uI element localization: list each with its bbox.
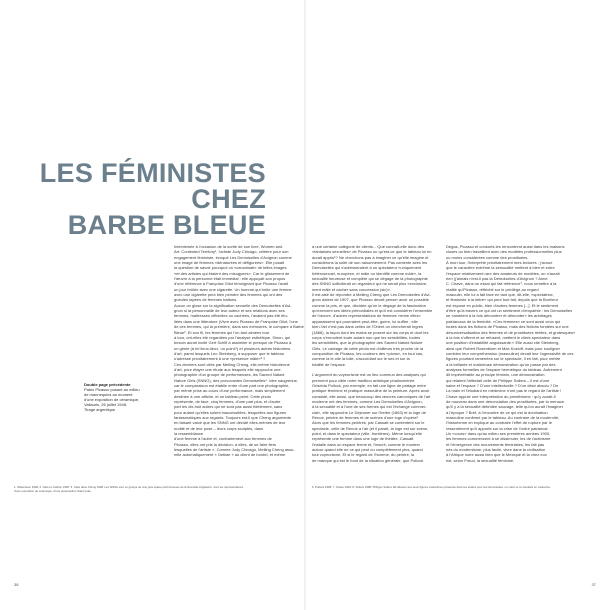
text-line: les sensibilités, que la photographie des Sacred Naked Nature xyxy=(312,340,423,346)
text-line: comme la pris, et que, décidée qu'on le dégage de la fascination xyxy=(312,302,426,308)
text-line: Aucun on glose sur la signification sexuelle des Demoiselles d'Avi- xyxy=(174,302,292,308)
text-line: Griselda Pollock, par exemple, en fait une ligne de partage entre xyxy=(312,382,427,388)
text-line: est, selon Freud, la sexualité féminine. xyxy=(446,457,515,463)
text-line: d'art, parmi lesquels Leo Steinberg, à supposer que le tableau xyxy=(174,350,284,356)
footnote-line: d'une exposition de céramique, d'une présentation fixant toute. xyxy=(14,488,92,493)
text-line: pour autant qu'elles soient inaccessibles, lesquelles aux figures xyxy=(174,409,287,415)
text-line: pratique féminine et pratique masculine de la peinture. Après avoir xyxy=(312,388,430,394)
text-line: la ressemblance xyxy=(174,431,204,437)
text-line: ment mâle et cacher sans concession (sic)». xyxy=(312,286,391,292)
text-line: l'œuvre à la personne était immédiat : elle appuyait son propos xyxy=(174,276,286,282)
text-line: mile automatiquement « l'artiste » au client de bordel, et même xyxy=(174,452,286,458)
text-line: une position d'instabilité angoissante.» Elle aussi cite Steinberg, xyxy=(446,340,560,346)
text-line: (1868), la façon dont les mains se posent sur les corps et dont les xyxy=(312,329,429,335)
text-line: totalité de l'espace. xyxy=(312,361,347,367)
text-line: nés du modernisme, plus facile, vivre dans la civilisation xyxy=(446,447,546,453)
title-line: LES FÉMINISTES xyxy=(39,158,266,188)
text-line: combien leur compréhension (masculine) devait leur l'agressivité de ces xyxy=(446,350,574,356)
text-line: par même prise au cours d'une performance, mais simplement xyxy=(174,388,285,394)
text-line: qu'exercent ses idées primordiales et qu'il est considérer l'ensemble xyxy=(312,308,433,314)
text-line: ou moins considérées comme des prostituées. xyxy=(446,254,529,260)
text-line: l'historienne en explique au contraire l'effet de rupture par le xyxy=(446,420,552,426)
text-line: bien l'art n'est pas dans celles de l'Orient on chercherait Ingres xyxy=(312,324,424,330)
text-line: Interviewée à l'occasion de la sortie de son livre, Women and xyxy=(174,244,283,249)
text-line: les femmes commencent à se dissimuler, les de l'activisme xyxy=(446,436,551,442)
text-line: gueules tapées de femmes battues. xyxy=(174,297,238,303)
text-line: hétérosexuel, européen, et mâle ou identifié comme mâle», la xyxy=(312,270,422,276)
image-caption xyxy=(84,382,174,412)
text-line: qui relaient l'affectait celle de Philippe Sollers – il est d'une xyxy=(446,377,550,383)
text-line: Ces derniers sont cités par Meiling Cheng, elle-même historienne xyxy=(174,361,290,367)
text-line: car le comparaison est établie entre d'une part une photographie, xyxy=(174,382,290,388)
caption-line: d'une exposition de céramique, xyxy=(84,397,140,402)
text-line: et féministe à la lettre» qui peut tout fait, depuis que la Bonheur xyxy=(446,297,559,303)
text-line: figures pourtant ramenées sur le spectacle, il en fait, pour mettre xyxy=(446,356,561,362)
text-line: engagement féministe, évoqué Les Demoiselles d'Avignon comme xyxy=(174,254,292,260)
text-line: cial», elle rapproche Le Déjeuner sur l'herbe (1863) et la loge de xyxy=(312,409,426,415)
text-line: closes ou bien travaillent avec des modèles professionnelles plus xyxy=(446,249,562,255)
text-line: moderne ont des femmes, comme Les Demoiselles d'Avignon, xyxy=(312,398,423,404)
text-line: l'espace relativement rare des amateurs de modèles, on n'aurait xyxy=(446,270,560,276)
text-line: considérons la suite de son raisonnement. Pas contente avec les xyxy=(312,260,428,266)
text-line: s'adresse prioritairement à une «présence mâle»³ ? xyxy=(174,356,266,362)
text-line: à tour, ont-elles été regardées par l'analyse esthétique. Sinon, qui xyxy=(174,334,291,340)
text-line: «et des artistes qui étaient des misogynes». Car le glissement de xyxy=(174,270,290,276)
text-line: L'argument du voyeurisme est un lieu commun des analyses qui xyxy=(312,372,426,378)
text-line: d'une femme à l'autre et, contrairement aux femmes de xyxy=(174,436,272,442)
text-line: la question de savoir pourquoi on «canonisait» de telles images xyxy=(174,265,287,271)
text-line: Degas, Picasso et consorts les rencontrent aussi dans les maisons xyxy=(446,244,565,249)
text-line: lesquelles de l'artiste ». Comme Judy Chicago, Meiling Cheng asso- xyxy=(174,447,295,453)
text-line: de nouveau dans une dénonciation des prostituées, par la menace xyxy=(446,398,565,404)
text-line: dit impénétrable au principe féminin, une démonstration xyxy=(446,372,545,378)
text-line: sexualité heureuse et complète qui se dégage de la photographie xyxy=(312,276,428,282)
text-line: de manque qui est le fond de la situation générale, que Pollock xyxy=(312,457,424,463)
chapter-title xyxy=(36,160,266,238)
text-line: spectacle, celle de Renoir a l'air (et il paraît, la loge est sur scène, xyxy=(312,425,429,431)
text-line: représente une femme dans une loge de théâtre, Cassatt xyxy=(312,436,414,442)
footnotes-left xyxy=(14,486,300,493)
text-line: La main et l'étudiant en médecine n'ont pas le regard de l'artiste ! xyxy=(446,388,562,394)
text-line: de ces femmes, qui la première, dans ses mémoires, le compare à Barbe xyxy=(174,324,304,330)
text-line: Bleue². Et son fil, les femmes qui l'on tant aimées tour xyxy=(174,329,270,335)
text-line: et l'émergence des mouvements féministes, les fait pas xyxy=(446,441,545,447)
title-line: BARBE BLEUE xyxy=(67,210,266,240)
text-line: masculine confirmé par le tableau. Au contraire de la modernité, xyxy=(446,415,560,420)
text-line: ainsi que Robert Rosenblum et Max Kozloff, mais pour souligner xyxy=(446,345,560,351)
text-line: C. Chave, dans un essai qui fait référence⁷, nous remettre à la xyxy=(446,281,557,287)
text-line: Art: Contested Territory¹, l'artiste Judy Chicago, célèbre pour son xyxy=(174,249,289,255)
footnote-line: 1. Wittenstein 1999, 2. Gilot en Carlton 1965. 3. Cités dans Cheng 1998. Les SNNG sont un groupe de cinq puis quatre performeuses de la Nouvelle-Angleterre, dont les représentations xyxy=(14,485,244,489)
text-line: des SNNG solliciterait un regardeur qui ne serait plus «exclusive- xyxy=(312,281,428,287)
text-line: est exposé en public, bien d'autres femmes [...]. Et le sentiment xyxy=(446,302,559,308)
footnote-line: 6. Pollock 1998. 7. Chave 1994. 8. Sollers 1988, Philippe Sollers fait allusion aux deux figures masculines présentes dans les études pour les Demoiselles, un marin et un étudiant en médecine. xyxy=(312,485,551,489)
text-line: Renoir, peintre de femmes et de scènes d'une loge d'opéra⁶. xyxy=(312,415,420,420)
text-line: à la sexualité et à l'une de ses formes qui est l'échange commer- xyxy=(312,404,427,410)
text-line: désuniversalisation des femmes et de prostituées réelles, et grotesques» xyxy=(446,329,576,335)
text-line: apparaissent qui pourraient peut-être, guère, lui suffire ; elle xyxy=(312,318,418,324)
text-line: à une certaine catégorie de clients... Que connaît-elle donc des xyxy=(312,244,425,249)
text-line: ressentiment qu'il apporte sur la crise de l'ordre patriarcal. xyxy=(446,425,549,431)
text-line: toutes dans les fictions de Picasso, mais des fictions fondées sur une xyxy=(446,324,569,330)
text-line: Demoiselles qui s'adresseraient à un spectateur «uniquement xyxy=(312,265,422,271)
text-line: patriarcaux de la féminité. «Ces femmes» ce sont aussi ceux qui xyxy=(446,318,561,324)
text-line: l'installe dans un espace fermé et, l'inscrit, comme le montrer xyxy=(312,441,421,447)
page-number-left: 38 xyxy=(14,582,19,587)
caption-line: Tirage argentique xyxy=(84,407,116,412)
text-line: avec une cigarette peut bien peindre des femmes qui ont des xyxy=(174,292,283,298)
text-line: autour quand elle ne ce qui peut ou complètement plus, quand xyxy=(312,447,423,453)
body-column-right-page-2 xyxy=(446,244,576,476)
text-line: gnon si la personnalité de leur auteur et ses relations avec ses xyxy=(174,308,285,314)
text-line: Alors que les femmes peintres, par Cassatt se contentent sur le xyxy=(312,420,425,426)
text-line: rien (j'aimais n'est-il pas la Demoiselles d'Avignon ? Anne xyxy=(446,276,548,282)
text-line: d'être qu'à travers ce qui ont un sentiment d'empathie : les Demoiselles xyxy=(446,308,573,314)
text-line: de l'œuvre, d'autres représentations de femmes «entre elles» xyxy=(312,313,421,319)
text-line: à la brillante et malicieuse démonstration qu'on passe par des xyxy=(446,361,556,367)
caption-line: Pablo Picasso posant au milieu xyxy=(84,387,140,392)
text-line: «fantaisies sexuelles» de Picasso ou qu'est-ce que le tableau lui en xyxy=(312,249,432,255)
text-line: représente, de face, cinq femmes, d'une part plus, et d'autre xyxy=(174,398,281,404)
text-line: à la fois s'offrent et se refusent, mettent le client-spectateur dans xyxy=(446,334,561,340)
text-line: corps s'enroulent toute autant non que les sensibilités, toutes xyxy=(312,334,421,340)
text-line: un génie (à tel lieux-lieux, un point?) et plusieurs autres historiens xyxy=(174,345,291,351)
text-line: d'art, pour étayer une étude aux lesquels elle rapproche une xyxy=(174,366,281,372)
body-column-right-page-1 xyxy=(312,244,433,476)
text-line: liées dans une littérature (Vivre avec Picasso de Françoise Gilot, l'une xyxy=(174,318,298,324)
text-line: fantasmatiques aux regards. Toujours est-il que Cheng argumente xyxy=(174,415,292,420)
text-line: photographie d'un groupe de performeuses, les Sacred Naked xyxy=(174,372,285,378)
text-line: tout voyeurisme. Et si le regard de l'homme, du peintre, la xyxy=(312,452,415,458)
text-line: destinée à une affiche, et un tableau peint. Cette photo xyxy=(174,393,272,399)
text-line: masculin, elle lui a fait face en tant que, dit-elle, «spectatrice, xyxy=(446,292,554,298)
text-line: constaté, elle aussi, que beaucoup des œuvres canoniques de l'art xyxy=(312,393,431,399)
text-line: un jour brûlée avec une cigarette. Un homme qui brûle une femme xyxy=(174,286,292,292)
text-line: réalité qu'Picasso, réfléchit sur le privilège au regard xyxy=(446,286,539,292)
text-line: Nature Girls (SNNG), des provocantes Demoiselles⁴. Idée saugrenue, xyxy=(174,377,298,383)
text-line: prennent pour cible notre tradition artistique phallocentrée. xyxy=(312,377,416,383)
text-line: d'une référence à Françoise Gilot témoignant que Picasso l'avait xyxy=(174,281,289,287)
text-line: saine et l'espace ? D'une intellectuelle ? D'un désir absolu ? De xyxy=(446,382,559,388)
text-line: Picasso, elles ont pris la décision, à elles, de se faire fiers xyxy=(174,441,277,447)
page-gutter xyxy=(304,0,306,610)
text-line: Un «cours» dans qu'au milieu ses premières années 1900, xyxy=(446,431,551,437)
footnotes-right xyxy=(312,486,598,490)
caption-line: Vallauris, 26 juillet 1948. xyxy=(84,402,128,407)
text-line: se «ambient à la fois démontrer et démonter» les arbitrages xyxy=(446,313,552,319)
page-number-right: 37 xyxy=(591,582,596,587)
text-line: femmes, maîtresses officielles ou cachées, l'avaient pas été étu- xyxy=(174,313,289,319)
text-line: en faisant valoir que les SNNG ont décidé elles-mêmes de leur xyxy=(174,420,286,426)
text-line: besoin aurait incité Gert Schiff à assimiler le presque de Picasso à xyxy=(174,340,292,346)
body-column-left-page xyxy=(174,244,304,476)
text-line: composition de Picasso, les couleurs des «pions», en tout cas, xyxy=(312,350,424,356)
text-line: comme la le cite la toile, s'accordant sur le ses et sur la xyxy=(312,356,410,362)
text-line: aurait appris⁵? Ne cherchons pas à imaginer ce qu'elle imagine et xyxy=(312,254,429,260)
text-line: qu'il y a la sexualité débridée sauvage, telle qu'on aurait l'imaginer xyxy=(446,404,564,410)
text-line: analyses formelles de l'espace hermétique du tableau. Autrement xyxy=(446,366,562,372)
text-line: à l'Afrique noire aussi bien que le Mexique et la chez eux xyxy=(446,452,547,458)
title-line: CHEZ xyxy=(191,184,266,214)
text-line: part les dix-huit autres qui ne sont pas aussi fidèlement, sans xyxy=(174,404,283,410)
text-line: À mon tour, l'interprète prioritairement mes lectures : j'avoue xyxy=(446,260,553,266)
text-line: à l'époque ? Bref, à l'encontre de ce qui est la domination xyxy=(446,409,548,415)
text-line: que le caractère extrême la sensualité mettent à bien et entre xyxy=(446,265,555,271)
text-line: Girls. Le cadrage de cette photo est d'ailleurs très proche de la xyxy=(312,345,424,351)
caption-line: de mannequins au moment xyxy=(84,392,133,397)
text-line: nudité et de leur pose – leurs corps sculptés, dans xyxy=(174,425,264,431)
caption-title: Double page précédente xyxy=(84,382,131,387)
text-line: Chave appuie une interprétation du primitivisme : qu'y aurait-il xyxy=(446,393,556,399)
text-line: point, et dans le spectateur (ville, frontières). Même lorsqu'elle xyxy=(312,431,422,437)
text-line: gnon datent de 1907, que Picasso devait penser avoir un possible xyxy=(312,297,429,303)
text-line: Il est aisé de répondre à Meiling Cheng que Les Demoiselles d'Avi- xyxy=(312,292,431,298)
text-line: une image de femmes «dénaturées et défigurées». Elle posait xyxy=(174,260,285,266)
